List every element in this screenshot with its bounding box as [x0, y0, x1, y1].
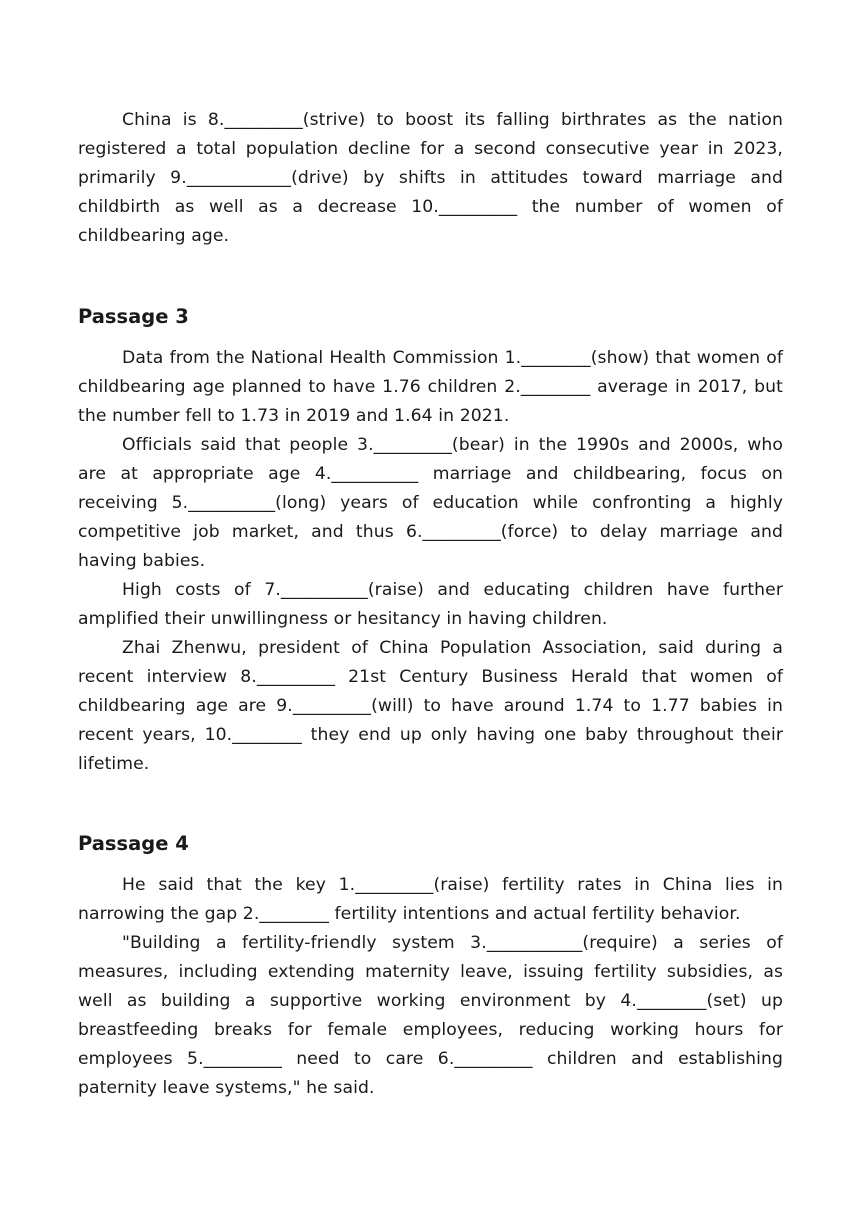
passage-4-paragraph-1: He said that the key 1._________(raise) fertility rates in China lies in narrowing the gap 2.________ fertility intentions and actual fertility behavior. [78, 875, 783, 924]
passage-3-paragraph-3: High costs of 7.__________(raise) and educating children have further amplified their unwillingness or hesitancy in having children. [78, 580, 783, 629]
passage-3-paragraph-1: Data from the National Health Commission 1.________(show) that women of childbearing age planned to have 1.76 children 2.________ average in 2017, but the number fell to 1.73 in 2019 and 1.64 in 2021. [78, 348, 783, 426]
passage-4-paragraph-2: "Building a fertility-friendly system 3.___________(require) a series of measures, including extending maternity leave, issuing fertility subsidies, as well as building a supportive working environment by 4.________(set) up breastfeeding breaks for female employees, reducing working hours for employees 5._________ need to care 6._________ children and establishing paternity leave systems," he said. [78, 933, 783, 1098]
intro-paragraph: China is 8._________(strive) to boost its falling birthrates as the nation registered a total population decline for a second consecutive year in 2023, primarily 9.____________(drive) by shifts in attitudes toward marriage and childbirth as well as a decrease 10._________ the number of women of childbearing age. [78, 110, 783, 246]
passage-4-heading: Passage 4 [78, 832, 189, 855]
passage-3-body [78, 344, 783, 779]
passage-3-heading: Passage 3 [78, 305, 189, 328]
document-page [78, 106, 783, 1103]
passage-3-paragraph-2: Officials said that people 3._________(bear) in the 1990s and 2000s, who are at appropriate age 4.__________ marriage and childbearing, focus on receiving 5.__________(long) years of education while confronting a highly competitive job market, and thus 6._________(force) to delay marriage and having babies. [78, 435, 783, 571]
passage-4-body [78, 871, 783, 1103]
passage-3-paragraph-4: Zhai Zhenwu, president of China Population Association, said during a recent interview 8._________ 21st Century Business Herald that women of childbearing age are 9._________(will) to have around 1.74 to 1.77 babies in recent years, 10.________ they end up only having one baby throughout their lifetime. [78, 638, 783, 774]
